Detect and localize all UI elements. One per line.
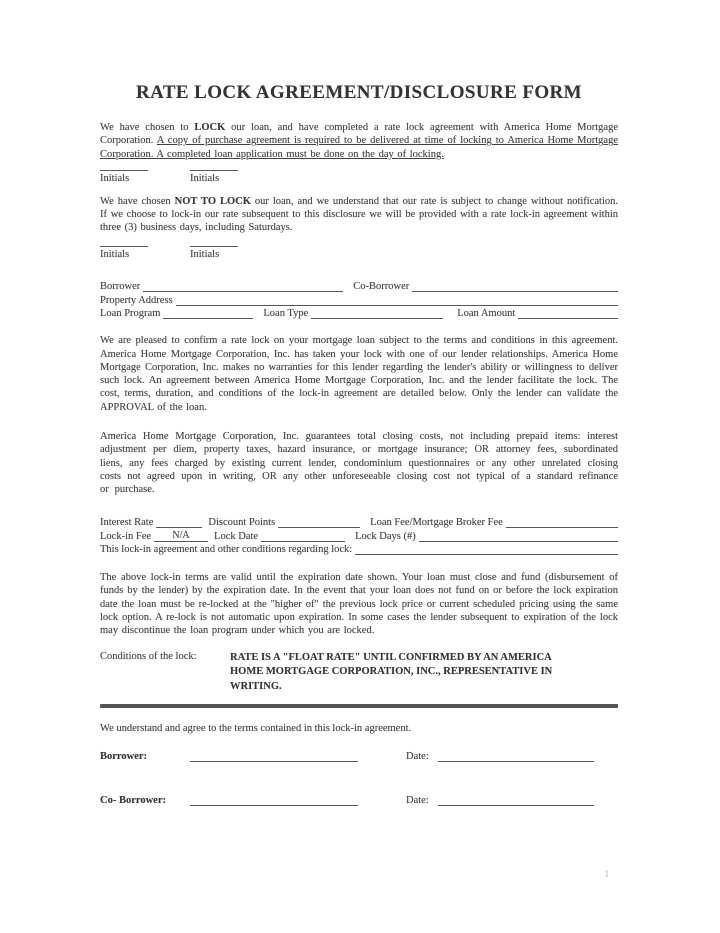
lock-days-blank-line [419, 539, 618, 542]
initials-label: Initials [190, 172, 220, 184]
borrower-date-line [438, 759, 594, 762]
lock-paragraph-pre: We have chosen to [100, 122, 195, 133]
discount-points-blank-line [278, 525, 360, 528]
conditions-value: RATE IS A "FLOAT RATE" UNTIL CONFIRMED BY AN AMERICA HOME MORTGAGE CORPORATION, INC., REPRESENTATIVE IN WRITING. [230, 651, 553, 692]
lock-keyword: LOCK [194, 122, 226, 133]
lock-date-label: Lock Date [214, 530, 259, 542]
lock-days-label: Lock Days (#) [355, 530, 416, 542]
agreement-statement: We understand and agree to the terms contained in this lock-in agreement. [100, 723, 412, 735]
not-lock-paragraph-post: our loan, and we understand that our rate is subject to change without notification. If we choose to lock-in our rate subsequent to this disclosure we will be provided with a rate lock-in agreement within three (3) business days, including Saturdays. [100, 195, 618, 234]
loan-type-blank-line [311, 316, 443, 319]
loan-fee-label: Loan Fee/Mortgage Broker Fee [370, 517, 503, 529]
initials-block [100, 170, 148, 184]
not-lock-keyword: NOT TO LOCK [174, 195, 251, 207]
not-lock-paragraph-pre: We have chosen [100, 195, 175, 207]
loan-type-label: Loan Type [263, 308, 309, 320]
co-borrower-label: Co-Borrower [353, 281, 410, 293]
discount-points-label: Discount Points [208, 517, 276, 529]
lock-in-fee-value: N/A [154, 530, 208, 542]
conditions-of-lock-row [100, 651, 618, 695]
lock-paragraph-mid: our loan, and have completed a rate lock agreement with America Home Mortgage Corporation. [100, 122, 618, 147]
paragraph-closing-costs: America Home Mortgage Corporation, Inc. guarantees total closing costs, not including prepaid items: interest adjustment per diem, property taxes, hazard insurance, or mortgage insurance; OR attorney fees, subordinated liens, any fees charged by existing current lender, condominium questionnaires or any other unrelated closing costs not agreed upon in writing, OR any other unforeseeable closing cost not typical of a standard refinance or purchase. [100, 431, 618, 496]
page-title: RATE LOCK AGREEMENT/DISCLOSURE FORM [136, 82, 582, 103]
date-label: Date: [406, 795, 429, 807]
initials-blank-line [100, 246, 148, 248]
borrower-info-fields [100, 279, 618, 320]
field-row-property-address [100, 292, 618, 306]
initials-block [190, 170, 238, 184]
borrower-signature-line [190, 759, 358, 762]
other-conditions-label: This lock-in agreement and other conditions regarding lock: [100, 544, 353, 556]
initials-blank-line [190, 170, 238, 172]
initials-block [190, 246, 238, 260]
initials-label: Initials [100, 248, 130, 260]
borrower-signature-label: Borrower: [100, 751, 148, 763]
property-address-blank-line [176, 303, 618, 306]
co-borrower-signature-line [190, 803, 358, 806]
property-address-label: Property Address [100, 294, 173, 306]
lock-paragraph-underlined: A copy of purchase agreement is required to be delivered at time of locking to America Home Mortgage Corporation. A completed loan application must be done on the day of locking. [100, 135, 618, 160]
co-borrower-date-line [438, 803, 594, 806]
initials-row-not-lock [100, 246, 618, 260]
paragraph-not-lock-choice [100, 195, 618, 235]
section-divider [100, 704, 618, 708]
lock-date-blank-line [261, 539, 345, 542]
co-borrower-signature-label: Co- Borrower: [100, 795, 166, 807]
loan-amount-blank-line [518, 316, 618, 319]
initials-row-lock [100, 170, 618, 184]
paragraph-rate-lock-confirmation: We are pleased to confirm a rate lock on your mortgage loan subject to the terms and conditions in this agreement. America Home Mortgage Corporation, Inc. has taken your lock with one of our lender relationships. America Home Mortgage Corporation, Inc. makes no warranties for this lender regarding the lender's ability or willingness to deliver such lock. An agreement between America Home Mortgage Corporation, Inc. and the lender facilitate the lock. The cost, terms, duration, and conditions of the lock-in agreement are detailed below. Only the lender can validate the APPROVAL of the loan. [100, 335, 618, 413]
borrower-label: Borrower [100, 281, 141, 293]
initials-block [100, 246, 148, 260]
other-conditions-blank-line [355, 552, 618, 555]
loan-program-label: Loan Program [100, 308, 161, 320]
loan-program-blank-line [163, 316, 253, 319]
interest-rate-label: Interest Rate [100, 517, 154, 529]
paragraph-lock-choice [100, 121, 618, 161]
field-row-other-conditions [100, 542, 618, 556]
loan-fee-blank-line [506, 525, 618, 528]
initials-blank-line [190, 246, 238, 248]
borrower-signature-row [100, 747, 618, 762]
borrower-blank-line [143, 289, 343, 292]
field-row-loan [100, 306, 618, 320]
initials-label: Initials [190, 248, 220, 260]
field-row-borrower [100, 279, 618, 293]
date-label: Date: [406, 751, 429, 763]
field-row-lock [100, 528, 618, 542]
initials-blank-line [100, 170, 148, 172]
field-row-rate [100, 515, 618, 529]
co-borrower-signature-row [100, 791, 618, 806]
conditions-label: Conditions of the lock: [100, 650, 197, 662]
lock-in-fee-label: Lock-in Fee [100, 530, 152, 542]
co-borrower-blank-line [412, 289, 618, 292]
paragraph-expiration-terms: The above lock-in terms are valid until the expiration date shown. Your loan must close and fund (disbursement of funds by the lender) by the expiration date. In the event that your loan does not fund on or before the lock expiration date the loan must be re-locked at the "higher of" the previous lock price or current scheduled pricing using the same lock option. A re-lock is not automatic upon expiration. In some cases the lender subsequent to expiration of the lock may discontinue the loan program under which you are locked. [100, 572, 618, 637]
page-number: 1 [604, 868, 610, 880]
interest-rate-blank-line [156, 525, 202, 528]
loan-amount-label: Loan Amount [457, 308, 516, 320]
rate-lock-fields [100, 515, 618, 556]
initials-label: Initials [100, 172, 130, 184]
